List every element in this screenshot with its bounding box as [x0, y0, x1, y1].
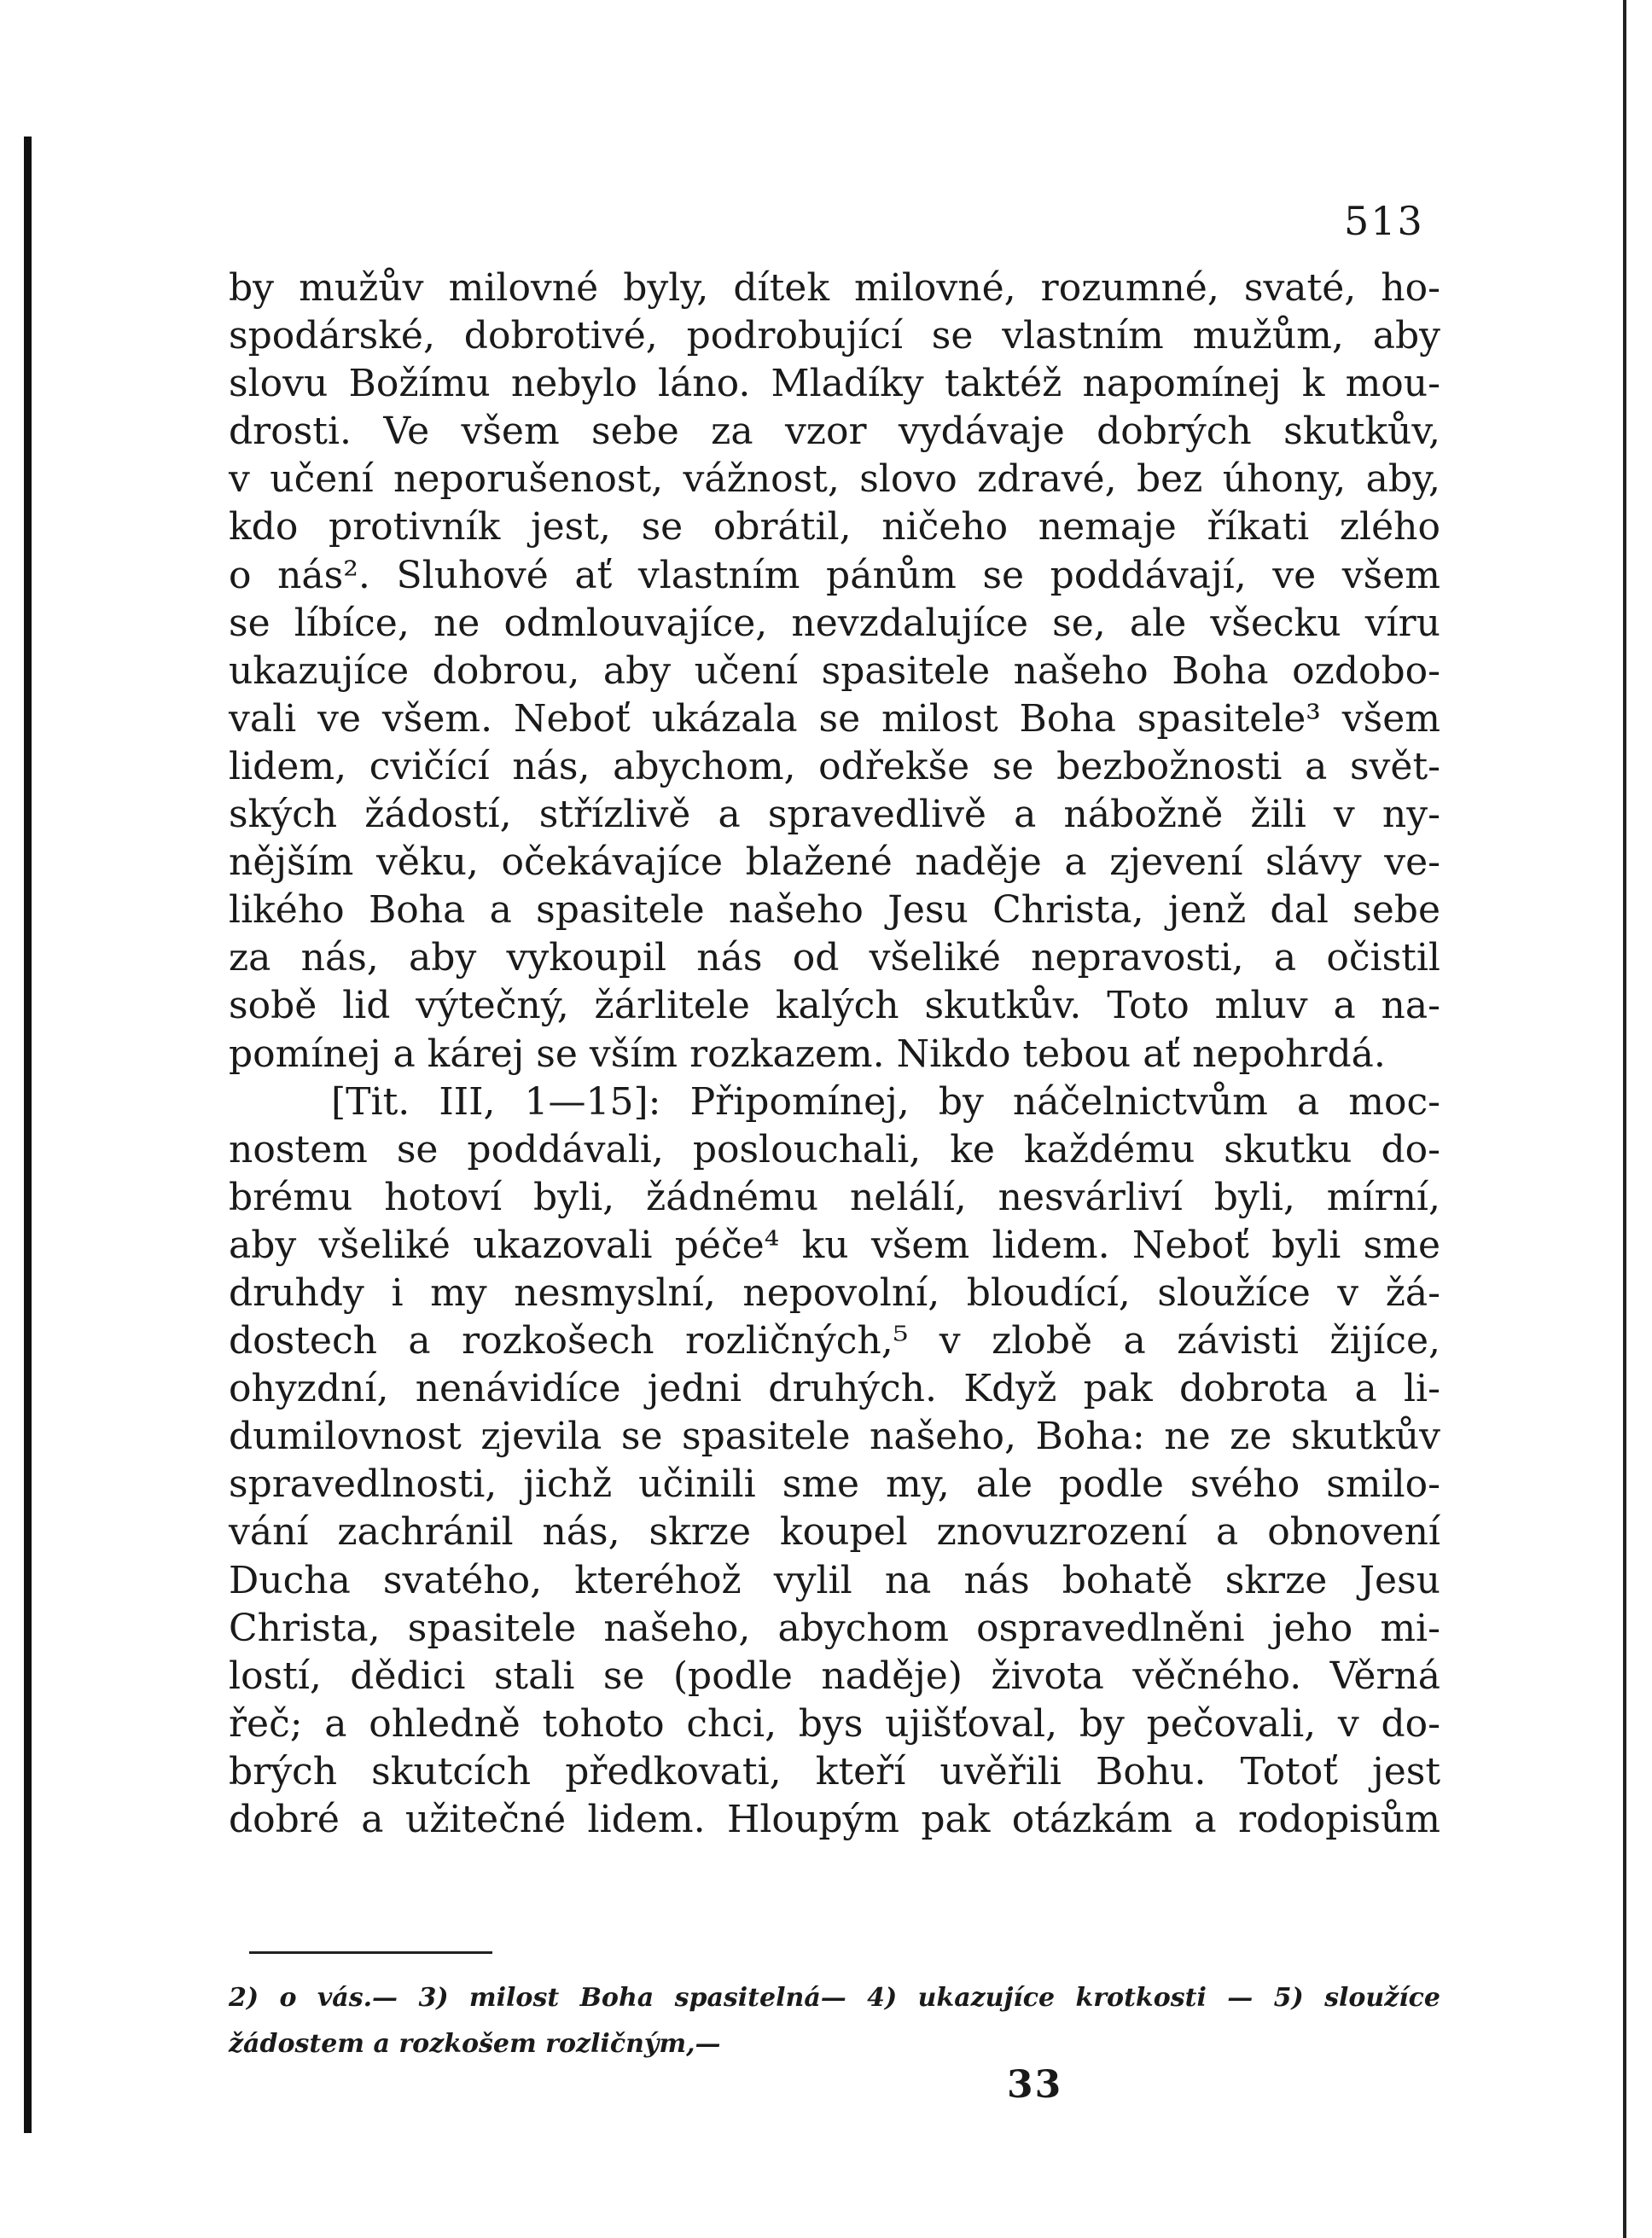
text-line: Christa, spasitele našeho, abychom ospravedlněni jeho mi-: [229, 1606, 1440, 1650]
body-text: [229, 264, 1440, 1844]
text-line: slovu Božímu nebylo láno. Mladíky taktéž napomínej k mou-: [229, 362, 1440, 406]
text-line: drosti. Ve všem sebe za vzor vydávaje dobrých skutkův,: [229, 410, 1440, 454]
text-line: vali ve všem. Neboť ukázala se milost Boha spasitele³ všem: [229, 696, 1440, 741]
text-line: v učení neporušenost, vážnost, slovo zdravé, bez úhony, aby,: [229, 457, 1440, 502]
text-line: kdo protivník jest, se obrátil, ničeho nemaje říkati zlého: [229, 505, 1440, 549]
text-line: dobré a užitečné lidem. Hloupým pak otázkám a rodopisům: [229, 1798, 1440, 1841]
footnotes: [229, 1975, 1440, 2067]
signature-mark: 33: [1007, 2063, 1063, 2107]
text-line: dumilovnost zjevila se spasitele našeho, Boha: ne ze skutkův: [229, 1415, 1440, 1459]
text-line: nostem se poddávali, poslouchali, ke každému skutku do-: [229, 1127, 1440, 1171]
text-line: spodárské, dobrotivé, podrobující se vlastním mužům, aby: [229, 314, 1440, 358]
text-line: brých skutcích předkovati, kteří uvěřili Bohu. Totoť jest: [229, 1749, 1440, 1793]
text-line: lidem, cvičící nás, abychom, odřekše se bezbožnosti a svět-: [229, 744, 1440, 788]
text-line: druhdy i my nesmyslní, nepovolní, bloudící, sloužíce v žá-: [229, 1270, 1440, 1315]
text-line: by mužův milovné byly, dítek milovné, rozumné, svaté, ho-: [229, 266, 1440, 310]
footnote-rule: [249, 1951, 492, 1954]
text-line: lostí, dědici stali se (podle naděje) života věčného. Věrná: [229, 1654, 1440, 1698]
page-number: 513: [1344, 198, 1424, 244]
footnote-line: 2) o vás.— 3) milost Boha spasitelná— 4) ukazujíce krotkosti — 5) sloužíce: [229, 1983, 1440, 2013]
text-line: ukazujíce dobrou, aby učení spasitele našeho Boha ozdobo-: [229, 648, 1440, 693]
text-line: nějším věku, očekávajíce blažené naděje a zjevení slávy ve-: [229, 840, 1440, 885]
binding-edge-left: [24, 137, 32, 2133]
text-line: sobě lid výtečný, žárlitele kalých skutkův. Toto mluv a na-: [229, 984, 1440, 1028]
text-line: za nás, aby vykoupil nás od všeliké nepravosti, a očistil: [229, 936, 1440, 980]
text-line: ských žádostí, střízlivě a spravedlivě a nábožně žili v ny-: [229, 793, 1440, 837]
text-line: pomínej a kárej se vším rozkazem. Nikdo tebou ať nepohrdá.: [229, 1032, 1386, 1076]
text-line: vání zachránil nás, skrze koupel znovuzrození a obnovení: [229, 1510, 1440, 1555]
text-line: Ducha svatého, kteréhož vylil na nás bohatě skrze Jesu: [229, 1558, 1440, 1602]
footnote-line: žádostem a rozkošem rozličným,—: [229, 2029, 721, 2059]
binding-edge-right: [1623, 0, 1626, 2238]
text-line: dostech a rozkošech rozličných,⁵ v zlobě a závisti žijíce,: [229, 1319, 1440, 1363]
text-line: ohyzdní, nenávidíce jedni druhých. Když pak dobrota a li-: [229, 1367, 1440, 1411]
text-line: brému hotoví byli, žádnému nelálí, nesvárliví byli, mírní,: [229, 1175, 1440, 1219]
text-line: [Tit. III, 1—15]: Připomínej, by náčelnictvům a moc-: [331, 1079, 1440, 1124]
text-line: se líbíce, ne odmlouvajíce, nevzdalujíce se, ale všecku víru: [229, 601, 1440, 645]
text-line: spravedlnosti, jichž učinili sme my, ale podle svého smilo-: [229, 1462, 1440, 1507]
text-line: řeč; a ohledně tohoto chci, bys ujišťoval, by pečovali, v do-: [229, 1701, 1440, 1746]
text-line: aby všeliké ukazovali péče⁴ ku všem lidem. Neboť byli sme: [229, 1223, 1440, 1267]
text-line: likého Boha a spasitele našeho Jesu Christa, jenž dal sebe: [229, 888, 1440, 933]
text-line: o nás². Sluhové ať vlastním pánům se poddávají, ve všem: [229, 553, 1440, 597]
